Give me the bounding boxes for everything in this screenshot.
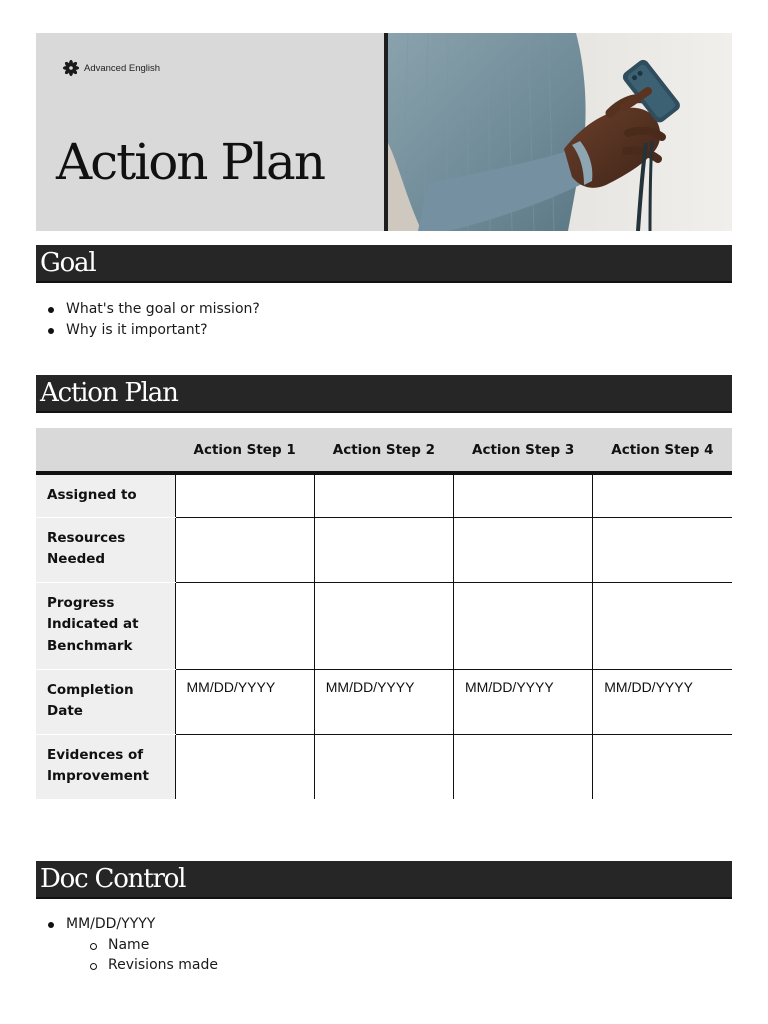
table-cell[interactable] — [454, 734, 593, 799]
table-cell[interactable] — [175, 473, 314, 517]
table-row — [36, 734, 732, 799]
goal-bullet: What's the goal or mission? — [48, 299, 260, 320]
table-cell[interactable] — [593, 582, 732, 669]
brand — [62, 59, 160, 77]
completion-date-cell[interactable]: MM/DD/YYYY — [593, 669, 732, 734]
doc-control-date-text: MM/DD/YYYY — [66, 916, 156, 932]
table-cell[interactable] — [593, 734, 732, 799]
table-row — [36, 473, 732, 517]
column-header-action-step-2: Action Step 2 — [314, 428, 453, 473]
completion-date-cell[interactable]: MM/DD/YYYY — [454, 669, 593, 734]
brand-name: Advanced English — [84, 62, 161, 74]
page-title: Action Plan — [56, 133, 325, 191]
doc-control-date — [48, 914, 218, 973]
table-cell[interactable] — [175, 734, 314, 799]
table-cell[interactable] — [454, 517, 593, 582]
table-cell[interactable] — [593, 517, 732, 582]
column-header-action-step-3: Action Step 3 — [454, 428, 593, 473]
completion-date-cell[interactable]: MM/DD/YYYY — [175, 669, 314, 734]
table-cell[interactable] — [314, 517, 453, 582]
action-plan-section-title: Action Plan — [40, 378, 178, 408]
table-cell[interactable] — [593, 473, 732, 517]
doc-control-section-bar — [36, 861, 732, 899]
table-row — [36, 517, 732, 582]
doc-control-list — [48, 914, 218, 973]
doc-control-section-title: Doc Control — [40, 864, 186, 894]
header-photo — [384, 33, 732, 231]
table-corner-cell — [36, 428, 175, 473]
table-cell[interactable] — [454, 473, 593, 517]
hands-holding-phone-photo-icon — [388, 33, 732, 231]
table-cell[interactable] — [314, 734, 453, 799]
flower-logo-icon — [62, 59, 80, 77]
table-cell[interactable] — [175, 517, 314, 582]
table-row — [36, 582, 732, 669]
column-header-action-step-4: Action Step 4 — [593, 428, 732, 473]
table-header-row — [36, 428, 732, 473]
row-label-assigned-to: Assigned to — [36, 473, 175, 517]
goal-bullet: Why is it important? — [48, 320, 260, 341]
goal-bullet-list — [48, 299, 260, 340]
row-label-resources-needed: Resources Needed — [36, 517, 175, 582]
table-row — [36, 669, 732, 734]
document-header — [36, 33, 732, 231]
doc-control-sub-item-revisions: Revisions made — [66, 955, 218, 976]
table-cell[interactable] — [175, 582, 314, 669]
table-cell[interactable] — [314, 582, 453, 669]
goal-section-bar — [36, 245, 732, 283]
goal-section-title: Goal — [40, 248, 96, 278]
action-plan-table — [36, 428, 732, 799]
header-panel — [36, 33, 384, 231]
row-label-progress-indicated-at-benchmark: Progress Indicated at Benchmark — [36, 582, 175, 669]
action-plan-section-bar — [36, 375, 732, 413]
table-cell[interactable] — [314, 473, 453, 517]
completion-date-cell[interactable]: MM/DD/YYYY — [314, 669, 453, 734]
doc-control-sub-item-name: Name — [66, 935, 218, 956]
table-cell[interactable] — [454, 582, 593, 669]
row-label-completion-date: Completion Date — [36, 669, 175, 734]
row-label-evidences-of-improvement: Evidences of Improvement — [36, 734, 175, 799]
column-header-action-step-1: Action Step 1 — [175, 428, 314, 473]
doc-control-sub-list — [66, 935, 218, 976]
